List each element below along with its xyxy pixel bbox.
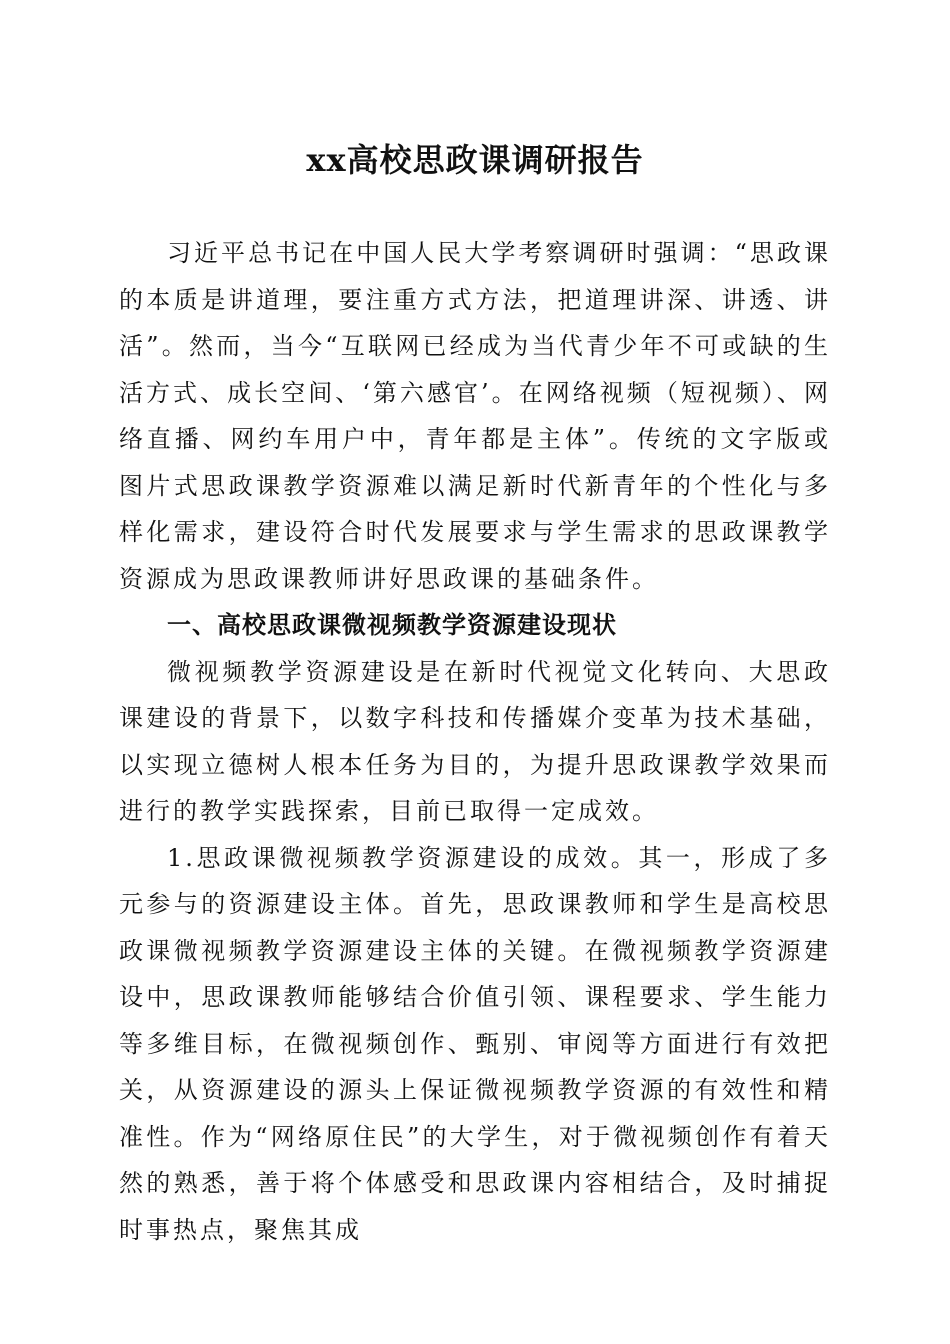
section-paragraph: 1.思政课微视频教学资源建设的成效。其一，形成了多元参与的资源建设主体。首先，思政课教师和学生是高校思政课微视频教学资源建设主体的关键。在微视频教学资源建设中，思政课教师能够结合价值引领、课程要求、学生能力等多维目标，在微视频创作、甄别、审阅等方面进行有效把关，从资源建设的源头上保证微视频教学资源的有效性和精准性。作为“网络原住民”的大学生，对于微视频创作有着天然的熟悉，善于将个体感受和思政课内容相结合，及时捕捉时事热点，聚焦其成 (119, 843, 831, 1244)
document-title: xx高校思政课调研报告 (306, 141, 644, 179)
section-paragraph: 微视频教学资源建设是在新时代视觉文化转向、大思政课建设的背景下，以数字科技和传播媒介变革为技术基础，以实现立德树人根本任务为目的，为提升思政课教学效果而进行的教学实践探索，目前已取得一定成效。 (119, 657, 831, 825)
intro-paragraph: 习近平总书记在中国人民大学考察调研时强调：“思政课的本质是讲道理，要注重方式方法，把道理讲深、讲透、讲活”。然而，当今“互联网已经成为当代青少年不可或缺的生活方式、成长空间、‘第六感官’。在网络视频（短视频）、网络直播、网约车用户中，青年都是主体”。传统的文字版或图片式思政课教学资源难以满足新时代新青年的个性化与多样化需求，建设符合时代发展要求与学生需求的思政课教学资源成为思政课教师讲好思政课的基础条件。 (119, 239, 831, 593)
section-heading: 一、高校思政课微视频教学资源建设现状 (167, 610, 617, 639)
document-body (119, 230, 831, 1253)
